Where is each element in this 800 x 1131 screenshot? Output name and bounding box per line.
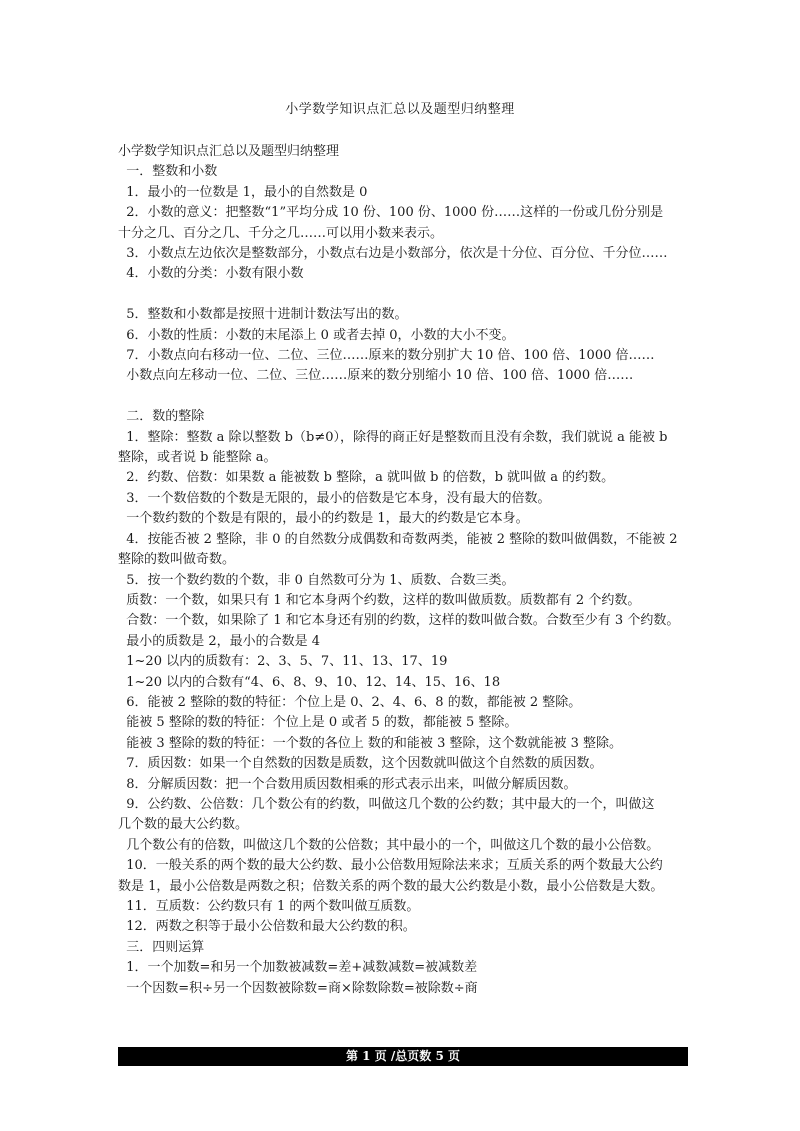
text-line: 5．整数和小数都是按照十进制计数法写出的数。 [118,307,408,323]
text-line: 小数点向左移动一位、二位、三位……原来的数分别缩小 10 倍、100 倍、1000 倍…… [118,368,634,384]
text-line: 5．按一个数约数的个数，非 0 自然数可分为 1、质数、合数三类。 [118,572,515,588]
text-line: 质数：一个数，如果只有 1 和它本身两个约数，这样的数叫做质数。质数都有 2 个约数。 [118,592,641,608]
text-line: 数是 1，最小公倍数是两数之积；倍数关系的两个数的最大公约数是小数，最小公倍数是大数。 [118,878,664,894]
text-line: 十分之几、百分之几、千分之几……可以用小数来表示。 [118,225,444,241]
text-line: 最小的质数是 2，最小的合数是 4 [118,633,321,649]
text-line: 几个数的最大公约数。 [118,817,249,833]
text-line: 能被 5 整除的数的特征：个位上是 0 或者 5 的数，都能被 5 整除。 [118,715,518,731]
text-line: 4．按能否被 2 整除，非 0 的自然数分成偶数和奇数两类，能被 2 整除的数叫做偶数，不能被 2 [118,531,678,547]
text-line: 1．一个加数=和另一个加数被减数=差+减数减数=被减数差 [118,960,478,976]
text-line: 3．一个数倍数的个数是无限的，最小的倍数是它本身，没有最大的倍数。 [118,490,551,506]
text-line: 11．互质数：公约数只有 1 的两个数叫做互质数。 [118,899,420,914]
blank-line [118,387,688,407]
text-line: 2．小数的意义：把整数“1”平均分成 10 份、100 份、1000 份……这样的一份或几份分别是 [118,205,664,221]
text-line: 9．公约数、公倍数：几个数公有的约数，叫做这几个数的公约数；其中最大的一个，叫做这 [118,796,655,812]
blank-line [118,285,688,305]
text-line: 整除，或者说 b 能整除 a。 [118,450,277,466]
text-line: 一个数约数的个数是有限的，最小的约数是 1，最大的约数是它本身。 [118,511,529,527]
page-title: 小学数学知识点汇总以及题型归纳整理 [285,102,515,117]
text-line: 7．质因数：如果一个自然数的因数是质数，这个因数就叫做这个自然数的质因数。 [118,756,603,772]
text-line: 8．分解质因数：把一个合数用质因数相乘的形式表示出来，叫做分解质因数。 [118,776,577,792]
text-line: 1．整除：整数 a 除以整数 b（b≠0），除得的商正好是整数而且没有余数，我们就说 a 能被 b [118,429,668,445]
text-line: 1~20 以内的合数有“4、6、8、9、10、12、14、15、16、18 [118,674,501,690]
text-line: 二．数的整除 [118,409,205,425]
text-line: 7．小数点向右移动一位、二位、三位……原来的数分别扩大 10 倍、100 倍、1000 倍…… [118,348,655,364]
text-line: 小学数学知识点汇总以及题型归纳整理 [118,144,340,159]
text-line: 几个数公有的倍数，叫做这几个数的公倍数；其中最小的一个，叫做这几个数的最小公倍数。 [118,837,660,853]
text-line: 4．小数的分类：小数有限小数 [118,266,304,282]
text-line: 6．能被 2 整除的数的特征：个位上是 0、2、4、6、8 的数，都能被 2 整除。 [118,694,582,710]
text-line: 10．一般关系的两个数的最大公约数、最小公倍数用短除法来求；互质关系的两个数最大公约 [118,858,663,874]
text-line: 三．四则运算 [118,939,205,955]
text-line: 能被 3 整除的数的特征：一个数的各位上 数的和能被 3 整除，这个数就能被 3 整除。 [118,735,623,751]
document-body [118,142,688,999]
text-line: 6．小数的性质：小数的末尾添上 0 或者去掉 0，小数的大小不变。 [118,327,515,343]
page-number-footer: 第 1 页 /总页数 5 页 [118,1047,688,1066]
text-line: 3．小数点左边依次是整数部分，小数点右边是小数部分，依次是十分位、百分位、千分位…… [118,246,668,262]
text-line: 2．约数、倍数：如果数 a 能被数 b 整除，a 就叫做 b 的倍数，b 就叫做 a 的约数。 [118,470,615,486]
text-line: 1．最小的一位数是 1，最小的自然数是 0 [118,184,368,200]
text-line: 整除的数叫做奇数。 [118,552,236,568]
text-line: 一．整数和小数 [118,164,218,180]
text-line: 合数：一个数，如果除了 1 和它本身还有别的约数，这样的数叫做合数。合数至少有 3 个约数。 [118,613,680,629]
text-line: 一个因数=积÷另一个因数被除数=商×除数除数=被除数÷商 [118,980,478,996]
text-line: 12．两数之积等于最小公倍数和最大公约数的积。 [118,919,416,935]
text-line: 1~20 以内的质数有：2、3、5、7、11、13、17、19 [118,654,448,670]
